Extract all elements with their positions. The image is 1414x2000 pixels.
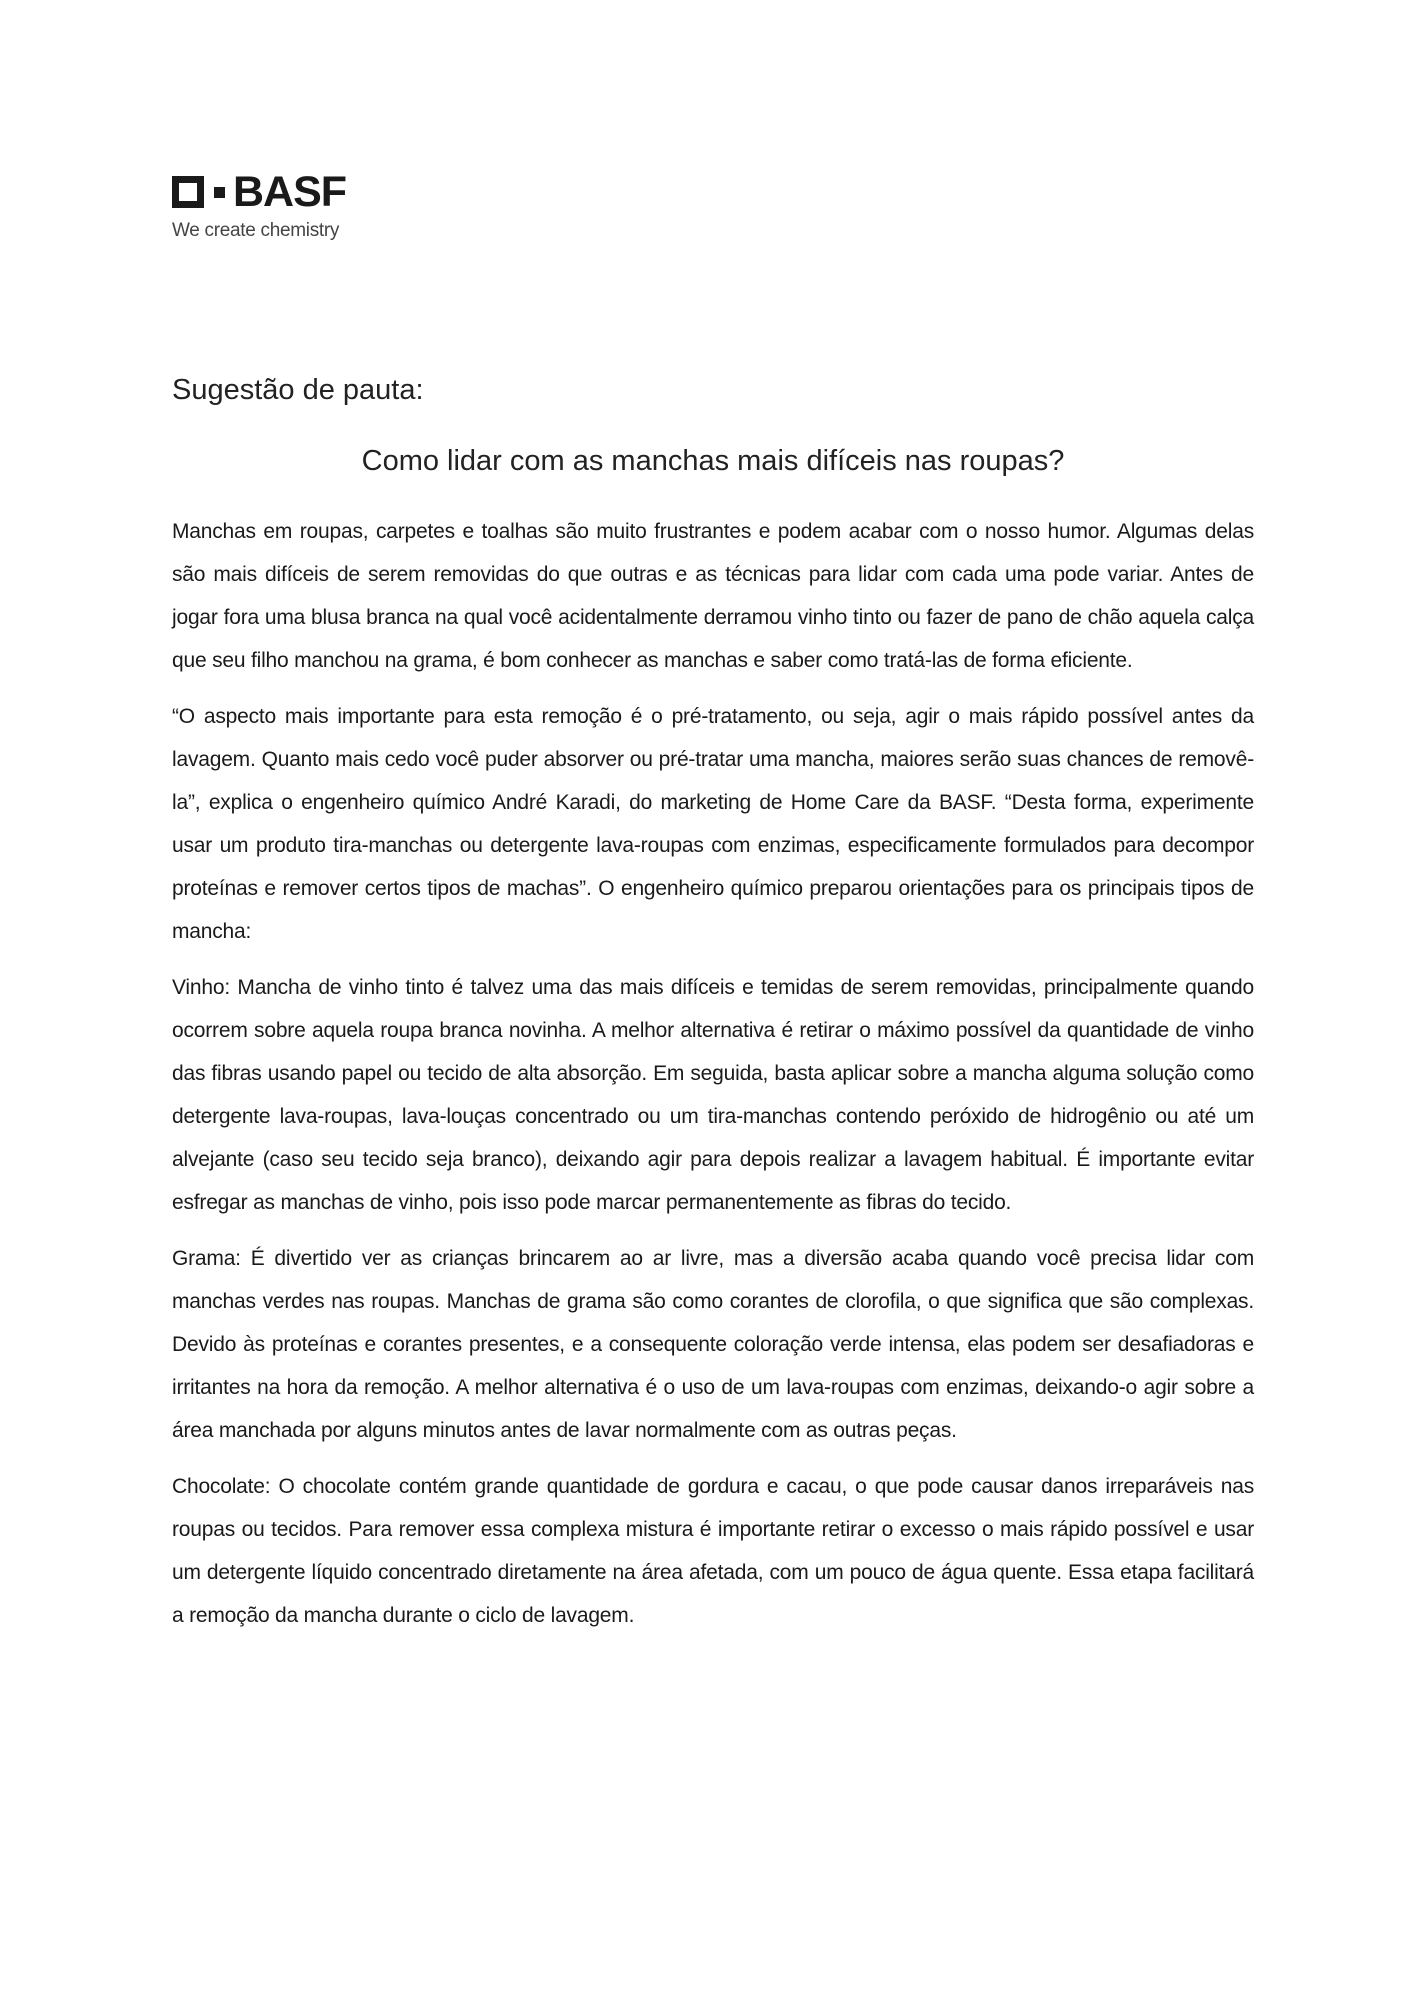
logo-square-icon [172, 176, 204, 208]
paragraph-wine: Vinho: Mancha de vinho tinto é talvez uma das mais difíceis e temidas de serem removidas, principalmente quando ocorrem sobre aquela roupa branca novinha. A melhor alternativa é retirar o máximo possível da quantidade de vinho das fibras usando papel ou tecido de alta absorção. Em seguida, basta aplicar sobre a mancha alguma solução como detergente lava-roupas, lava-louças concentrado ou um tira-manchas contendo peróxido de hidrogênio ou até um alvejante (caso seu tecido seja branco), deixando agir para depois realizar a lavagem habitual. É importante evitar esfregar as manchas de vinho, pois isso pode marcar permanentemente as fibras do tecido. [172, 976, 1254, 1214]
logo-dot-icon [214, 187, 225, 198]
document-title: Como lidar com as manchas mais difíceis nas roupas? [361, 445, 1065, 477]
document-body [172, 510, 1254, 1650]
paragraph-quote: “O aspecto mais importante para esta remoção é o pré-tratamento, ou seja, agir o mais rápido possível antes da lavagem. Quanto mais cedo você puder absorver ou pré-tratar uma mancha, maiores serão suas chances de removê-la”, explica o engenheiro químico André Karadi, do marketing de Home Care da BASF. “Desta forma, experimente usar um produto tira-manchas ou detergente lava-roupas com enzimas, especificamente formulados para decompor proteínas e remover certos tipos de machas”. O engenheiro químico preparou orientações para os principais tipos de mancha: [172, 705, 1254, 943]
paragraph-intro: Manchas em roupas, carpetes e toalhas são muito frustrantes e podem acabar com o nosso humor. Algumas delas são mais difíceis de serem removidas do que outras e as técnicas para lidar com cada uma pode variar. Antes de jogar fora uma blusa branca na qual você acidentalmente derramou vinho tinto ou fazer de pano de chão aquela calça que seu filho manchou na grama, é bom conhecer as manchas e saber como tratá-las de forma eficiente. [172, 520, 1254, 672]
paragraph-chocolate: Chocolate: O chocolate contém grande quantidade de gordura e cacau, o que pode causar danos irreparáveis nas roupas ou tecidos. Para remover essa complexa mistura é importante retirar o excesso o mais rápido possível e usar um detergente líquido concentrado diretamente na área afetada, com um pouco de água quente. Essa etapa facilitará a remoção da mancha durante o ciclo de lavagem. [172, 1475, 1254, 1627]
logo-wordmark: BASF [233, 168, 347, 216]
logo-tagline: We create chemistry [172, 220, 340, 241]
basf-logo [172, 168, 347, 242]
logo-mark [172, 168, 347, 216]
kicker-heading: Sugestão de pauta: [172, 374, 424, 406]
paragraph-grass: Grama: É divertido ver as crianças brincarem ao ar livre, mas a diversão acaba quando você precisa lidar com manchas verdes nas roupas. Manchas de grama são como corantes de clorofila, o que significa que são complexas. Devido às proteínas e corantes presentes, e a consequente coloração verde intensa, elas podem ser desafiadoras e irritantes na hora da remoção. A melhor alternativa é o uso de um lava-roupas com enzimas, deixando-o agir sobre a área manchada por alguns minutos antes de lavar normalmente com as outras peças. [172, 1247, 1254, 1442]
